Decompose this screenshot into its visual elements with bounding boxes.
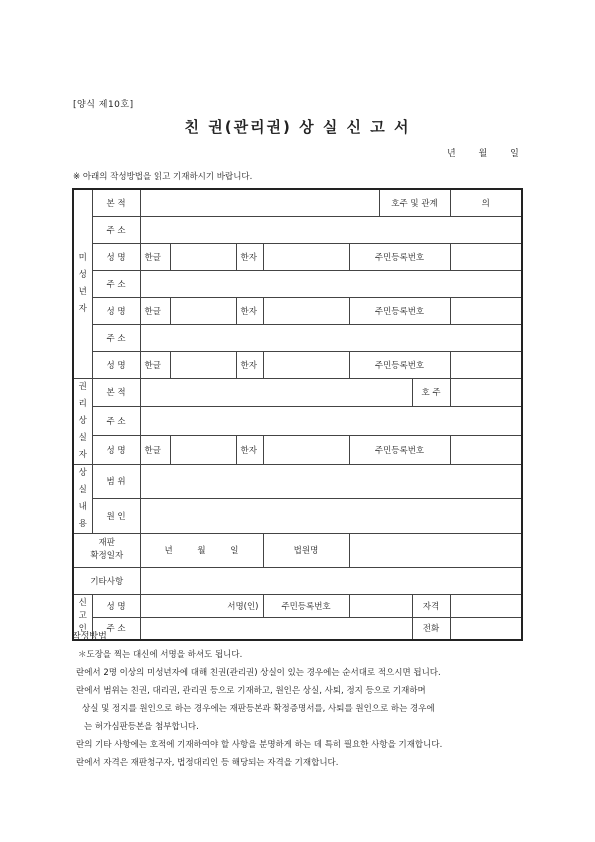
juso-label: 주 소 [92, 216, 140, 243]
seongmyeong-label: 성 명 [92, 351, 140, 378]
minor-juso-field-3[interactable] [140, 324, 522, 351]
rrn-label: 주민등록번호 [263, 594, 349, 617]
rrn-field-2[interactable] [450, 297, 522, 324]
seongmyeong-label: 성 명 [92, 435, 140, 464]
loss-content-label: 상실 내용 [73, 464, 92, 533]
hanja-name-field[interactable] [263, 243, 349, 270]
loser-bonjeok-row [73, 378, 522, 407]
hangeul-label: 한글 [140, 243, 170, 270]
hangeul-name-field[interactable] [170, 243, 236, 270]
relation-field[interactable]: 의 [450, 189, 522, 216]
loser-name-row [73, 435, 522, 464]
loser-section-label: 권 리 상 실 자 [73, 378, 92, 464]
minor-juso-row [73, 216, 522, 243]
rrn-label: 주민등록번호 [349, 351, 450, 378]
minor-bonjeok-row [73, 189, 522, 216]
juso-label: 주 소 [92, 324, 140, 351]
hanja-label: 한자 [236, 297, 263, 324]
hangeul-label: 한글 [140, 351, 170, 378]
hangeul-name-field-3[interactable] [170, 351, 236, 378]
minor-name-row-2 [73, 297, 522, 324]
guide-item: 는 허가심판등본을 첨부합니다. [84, 722, 199, 732]
other-label: 기타사항 [73, 567, 140, 594]
hanja-name-field-3[interactable] [263, 351, 349, 378]
report-form-table [72, 188, 523, 641]
judgment-date-field[interactable]: 년 월 일 [140, 533, 263, 567]
seongmyeong-label: 성 명 [92, 243, 140, 270]
hanja-name-field-2[interactable] [263, 297, 349, 324]
minor-juso-field-2[interactable] [140, 270, 522, 297]
loser-hangeul-field[interactable] [170, 435, 236, 464]
guide-item: ＊도장을 찍는 대신에 서명을 하셔도 됩니다. [78, 650, 243, 660]
guide-item: 란의 기타 사항에는 호적에 기재하여야 할 사항을 분명하게 하는 데 특히 필요한 사항을 기재합니다. [76, 740, 443, 750]
loser-bonjeok-field[interactable] [140, 378, 412, 407]
bonjeok-label: 본 적 [92, 189, 140, 216]
minor-bonjeok-field[interactable] [140, 189, 379, 216]
other-field[interactable] [140, 567, 522, 594]
hangeul-label: 한글 [140, 297, 170, 324]
juso-label: 주 소 [92, 407, 140, 436]
cause-label: 원 인 [92, 499, 140, 534]
hangeul-label: 한글 [140, 435, 170, 464]
court-field[interactable] [349, 533, 522, 567]
date-line: 년 월 일 [447, 149, 519, 159]
guide-item: 상실 및 정지를 원인으로 하는 경우에는 재판등본과 확정증명서를, 사퇴를 원인으로 하는 경우에 [82, 704, 435, 714]
rrn-field[interactable] [450, 243, 522, 270]
seongmyeong-label: 성 명 [92, 297, 140, 324]
page-title: 친 권(관리권) 상 실 신 고 서 [184, 118, 411, 136]
judgment-date-label: 재판 확정일자 [73, 533, 140, 567]
hoju-label: 호 주 [412, 378, 450, 407]
minor-juso-field[interactable] [140, 216, 522, 243]
loser-rrn-field[interactable] [450, 435, 522, 464]
writing-guide [72, 628, 442, 772]
reporter-name-row [73, 594, 522, 617]
hanja-label: 한자 [236, 243, 263, 270]
reporter-name-field[interactable]: 서명(인) [140, 594, 263, 617]
other-row [73, 567, 522, 594]
loser-juso-row [73, 407, 522, 436]
guide-item: 란에서 범위는 친권, 대리권, 관리권 등으로 기재하고, 원인은 상실, 사퇴, 정지 등으로 기재하며 [76, 686, 426, 696]
scope-row [73, 464, 522, 499]
minor-name-row-3 [73, 351, 522, 378]
scope-field[interactable] [140, 464, 522, 499]
instruction-note: ※ 아래의 작성방법을 읽고 기재하시기 바랍니다. [73, 172, 253, 182]
cause-row [73, 499, 522, 534]
guide-item: 란에서 자격은 재판청구자, 법정대리인 등 해당되는 자격을 기재합니다. [76, 758, 339, 768]
qualification-field[interactable] [450, 594, 522, 617]
rrn-label: 주민등록번호 [349, 243, 450, 270]
cause-field[interactable] [140, 499, 522, 534]
form-number: [양식 제10호] [73, 100, 134, 110]
scope-label: 범 위 [92, 464, 140, 499]
court-label: 법원명 [263, 533, 349, 567]
guide-heading: 작성방법 [72, 632, 107, 642]
phone-field[interactable] [450, 617, 522, 640]
bonjeok-label: 본 적 [92, 378, 140, 407]
reporter-section-label: 신 고 인 [73, 594, 92, 640]
hanja-label: 한자 [236, 435, 263, 464]
reporter-rrn-field[interactable] [349, 594, 412, 617]
hangeul-name-field-2[interactable] [170, 297, 236, 324]
juso-label: 주 소 [92, 617, 140, 640]
hoju-field[interactable] [450, 378, 522, 407]
rrn-label: 주민등록번호 [349, 297, 450, 324]
guide-item: 란에서 2명 이상의 미성년자에 대해 친권(관리권) 상실이 있는 경우에는 순서대로 적으시면 됩니다. [76, 668, 441, 678]
minor-juso-row-3 [73, 324, 522, 351]
rrn-field-3[interactable] [450, 351, 522, 378]
minor-juso-row-2 [73, 270, 522, 297]
rrn-label: 주민등록번호 [349, 435, 450, 464]
judgment-row [73, 533, 522, 567]
loser-hanja-field[interactable] [263, 435, 349, 464]
qualification-label: 자격 [412, 594, 450, 617]
hanja-label: 한자 [236, 351, 263, 378]
phone-label: 전화 [412, 617, 450, 640]
loser-juso-field[interactable] [140, 407, 522, 436]
juso-label: 주 소 [92, 270, 140, 297]
seongmyeong-label: 성 명 [92, 594, 140, 617]
minor-section-label: 미 성 년 자 [73, 189, 92, 378]
hoju-relation-label: 호주 및 관계 [379, 189, 450, 216]
minor-name-row-1 [73, 243, 522, 270]
